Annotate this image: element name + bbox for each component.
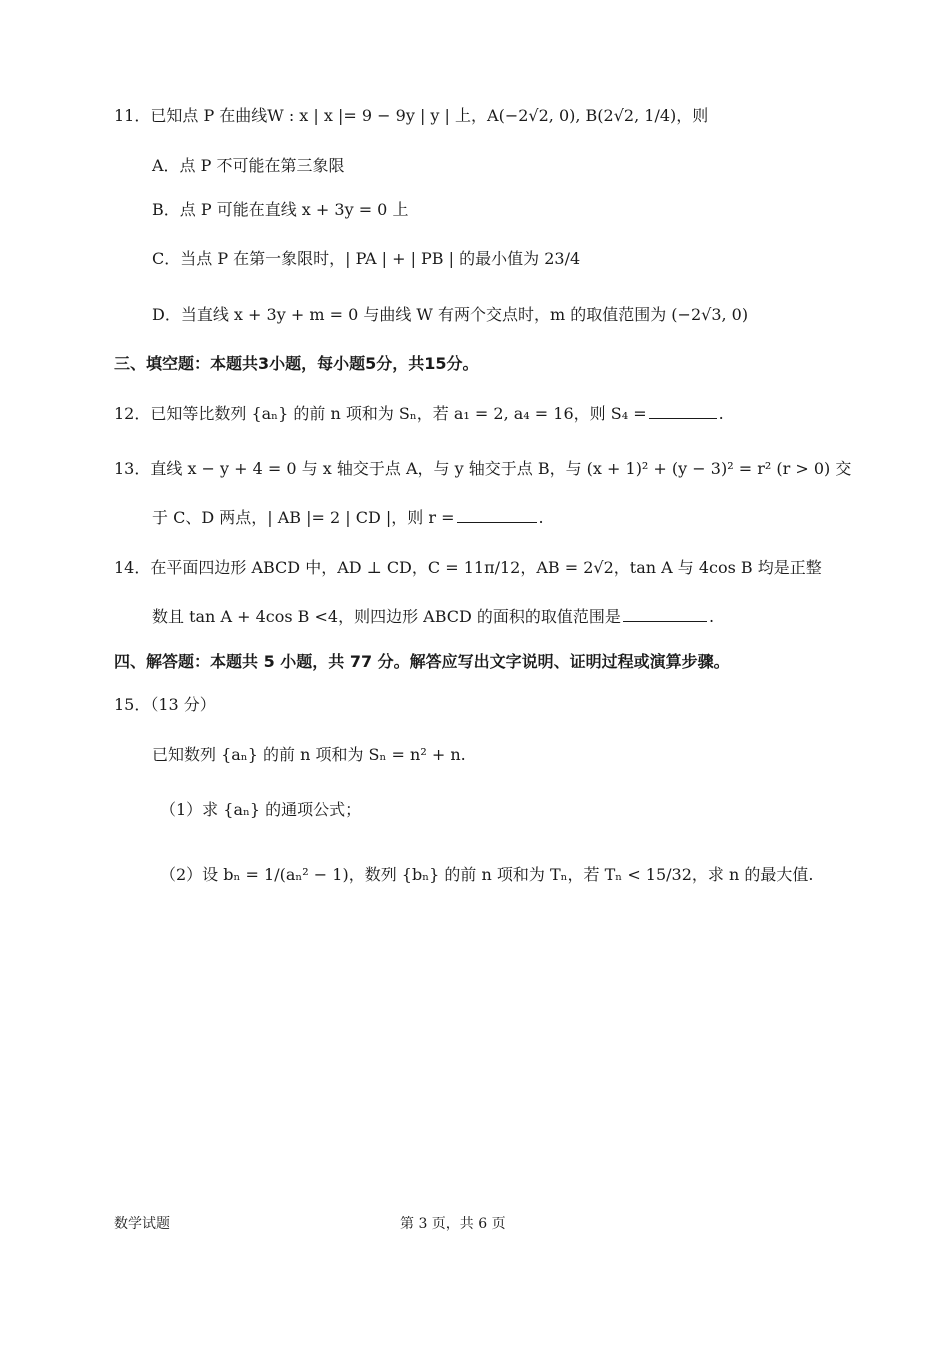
question-13-line-1: 13．直线 x − y + 4 = 0 与 x 轴交于点 A，与 y 轴交于点 B，与 (x + 1)² + (y − 3)² = r² (r > 0) 交: [114, 459, 852, 478]
question-12: [114, 406, 724, 422]
answer-blank: [623, 620, 707, 622]
footer-subject: 数学试题: [114, 1216, 170, 1232]
question-11-option-b: B．点 P 可能在直线 x + 3y = 0 上: [152, 200, 409, 219]
question-14-end: .: [708, 607, 715, 626]
question-14-text: 数且 tan A + 4cos B <4，则四边形 ABCD 的面积的取值范围是: [152, 607, 621, 626]
section-4-heading: 四、解答题：本题共 5 小题，共 77 分。解答应写出文字说明、证明过程或演算步骤。: [114, 652, 730, 671]
question-11-stem: 11．已知点 P 在曲线W : x | x |= 9 − 9y | y | 上，A(−2√2, 0), B(2√2, 1/4)，则: [114, 106, 709, 125]
question-14-line-2: [152, 609, 714, 625]
answer-blank: [649, 417, 717, 419]
answer-blank: [457, 521, 537, 523]
section-3-heading: 三、填空题：本题共3小题，每小题5分，共15分。: [114, 354, 479, 373]
question-15-part-1: （1）求 {aₙ} 的通项公式；: [160, 800, 362, 819]
question-12-end: .: [718, 404, 724, 423]
question-12-text: 12．已知等比数列 {aₙ} 的前 n 项和为 Sₙ，若 a₁ = 2, a₄ = 16，则 S₄ =: [114, 404, 647, 423]
question-13-end: .: [538, 508, 544, 527]
question-11-option-c: C．当点 P 在第一象限时，| PA | + | PB | 的最小值为 23/4: [152, 249, 581, 268]
question-11-option-a: A．点 P 不可能在第三象限: [152, 156, 345, 175]
question-14-line-1: 14．在平面四边形 ABCD 中，AD ⊥ CD，C = 11π/12，AB = 2√2，tan A 与 4cos B 均是正整: [114, 558, 822, 577]
question-11-option-d: D．当直线 x + 3y + m = 0 与曲线 W 有两个交点时，m 的取值范围为 (−2√3, 0): [152, 305, 749, 324]
question-15-header: 15．（13 分）: [114, 695, 216, 714]
question-13-text: 于 C、D 两点，| AB |= 2 | CD |，则 r =: [152, 508, 455, 527]
footer-page-number: 第 3 页，共 6 页: [400, 1216, 506, 1232]
question-15-stem: 已知数列 {aₙ} 的前 n 项和为 Sₙ = n² + n.: [152, 745, 466, 764]
question-13-line-2: [152, 510, 544, 526]
question-15-part-2: （2）设 bₙ = 1/(aₙ² − 1)，数列 {bₙ} 的前 n 项和为 Tₙ，若 Tₙ < 15/32，求 n 的最大值.: [160, 865, 814, 884]
